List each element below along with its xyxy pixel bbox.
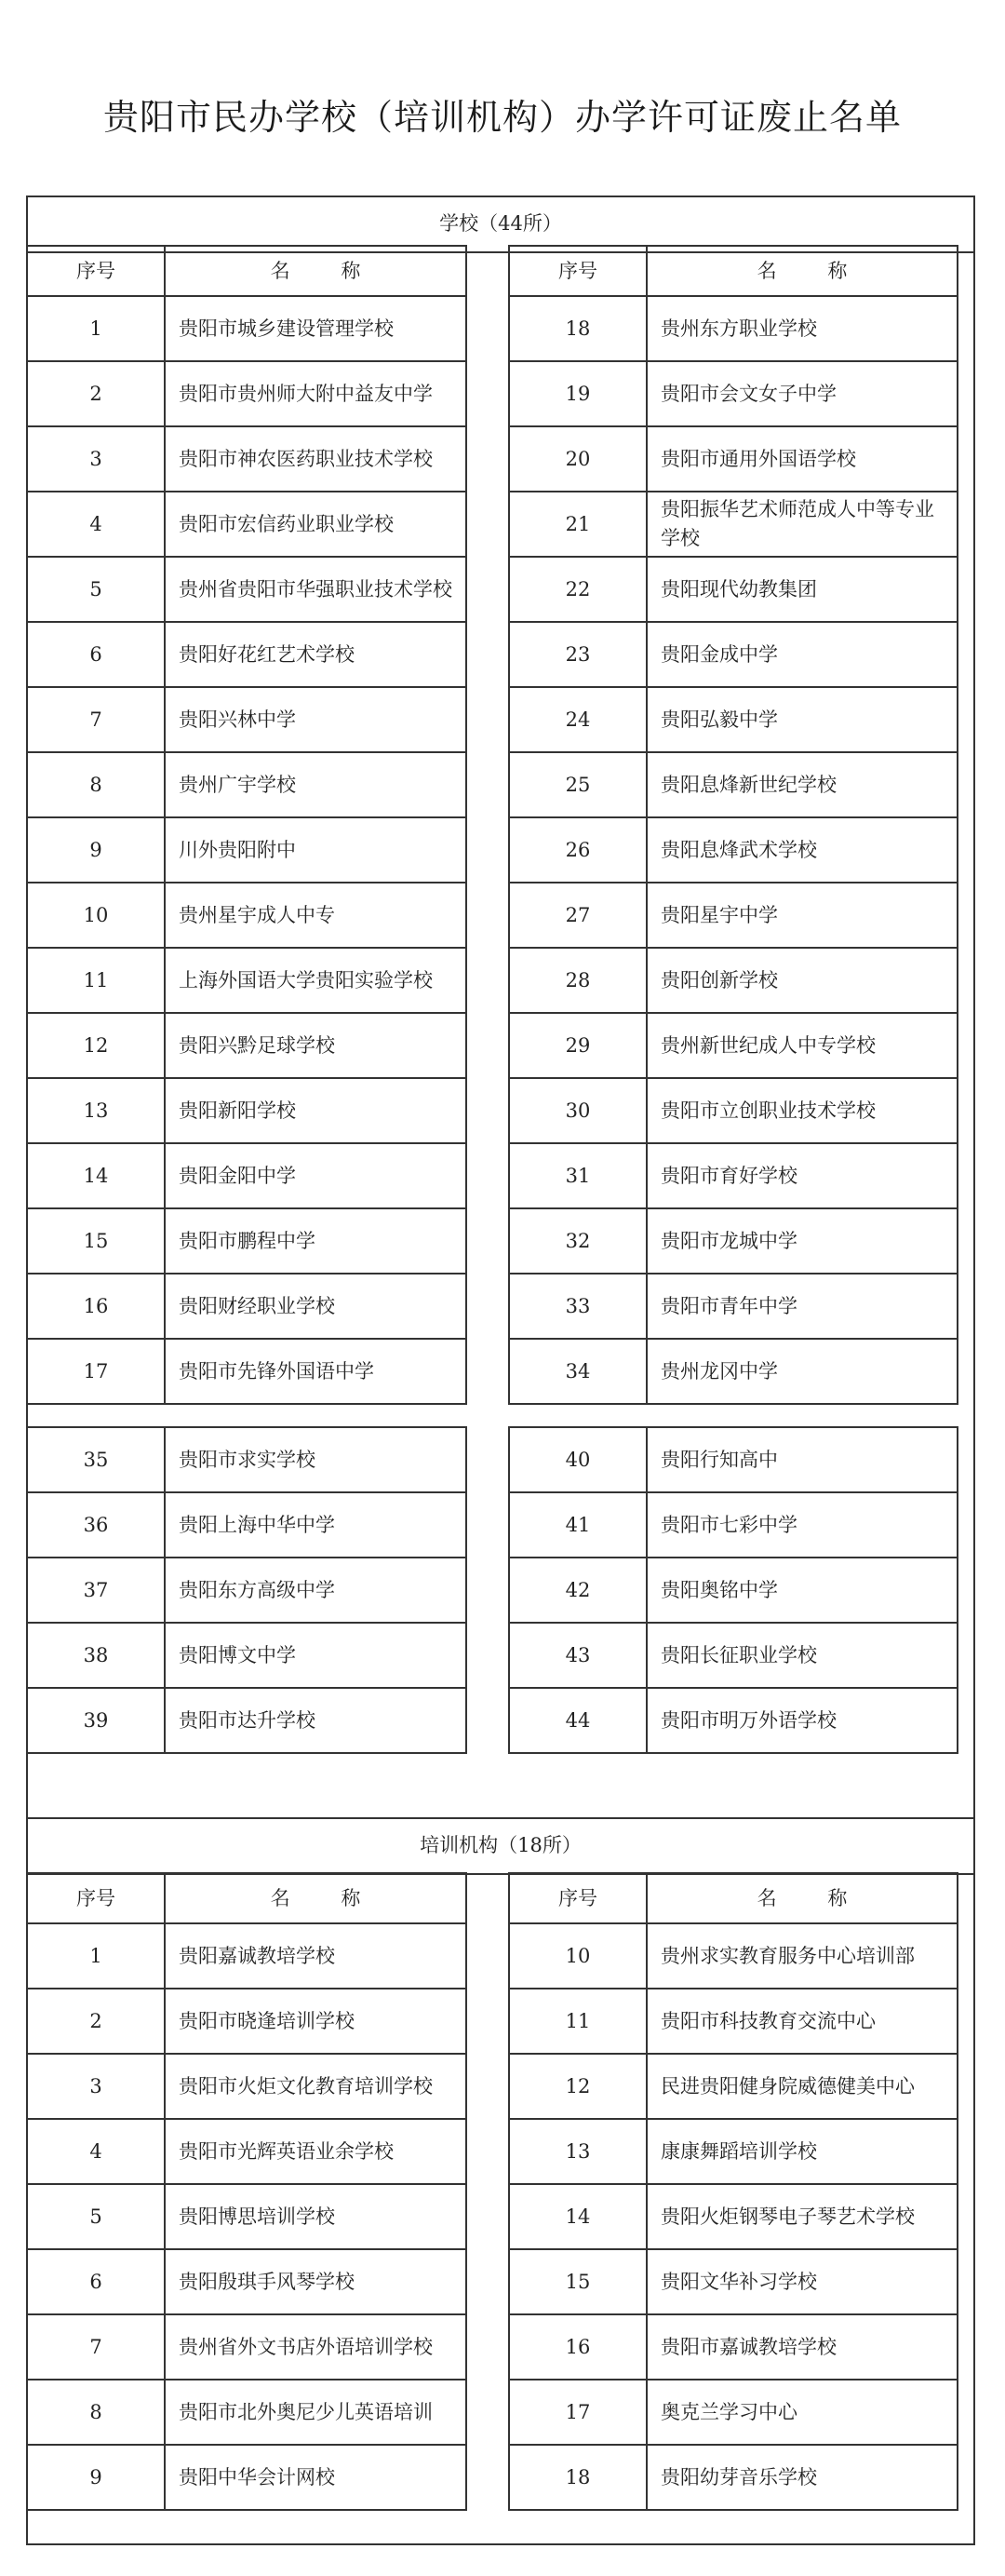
table-row xyxy=(509,1013,958,1078)
table-row xyxy=(509,1208,958,1274)
institution-name: 贵阳市青年中学 xyxy=(647,1274,958,1339)
row-number: 20 xyxy=(509,426,647,492)
institution-name: 贵阳市会文女子中学 xyxy=(647,361,958,426)
table-row xyxy=(509,1492,958,1558)
row-number: 3 xyxy=(27,426,165,492)
row-number: 34 xyxy=(509,1339,647,1404)
row-number: 9 xyxy=(27,2445,165,2510)
roster-table xyxy=(26,245,467,1405)
row-number: 10 xyxy=(27,883,165,948)
row-number: 5 xyxy=(27,2184,165,2249)
institution-name: 贵阳殷琪手风琴学校 xyxy=(165,2249,466,2314)
column-header-name: 名 称 xyxy=(647,246,958,296)
column-header-name: 名 称 xyxy=(165,1873,466,1923)
institution-name: 贵阳博思培训学校 xyxy=(165,2184,466,2249)
table-row xyxy=(509,1923,958,1989)
institution-name: 民进贵阳健身院威德健美中心 xyxy=(647,2054,958,2119)
row-number: 11 xyxy=(509,1989,647,2054)
institution-name: 贵阳嘉诚教培学校 xyxy=(165,1923,466,1989)
roster-table xyxy=(508,1872,958,2511)
row-number: 37 xyxy=(27,1558,165,1623)
row-number: 43 xyxy=(509,1623,647,1688)
institution-name: 贵阳文华补习学校 xyxy=(647,2249,958,2314)
table-row xyxy=(27,1989,466,2054)
institution-name: 贵州龙冈中学 xyxy=(647,1339,958,1404)
row-number: 44 xyxy=(509,1688,647,1753)
institution-name: 贵阳市立创职业技术学校 xyxy=(647,1078,958,1143)
institution-name: 上海外国语大学贵阳实验学校 xyxy=(165,948,466,1013)
row-number: 38 xyxy=(27,1623,165,1688)
row-number: 16 xyxy=(27,1274,165,1339)
row-number: 3 xyxy=(27,2054,165,2119)
institution-name: 贵阳上海中华中学 xyxy=(165,1492,466,1558)
table-row xyxy=(509,426,958,492)
table-row xyxy=(509,2184,958,2249)
institution-name: 贵阳兴林中学 xyxy=(165,687,466,752)
table-header-row xyxy=(509,246,958,296)
row-number: 19 xyxy=(509,361,647,426)
row-number: 12 xyxy=(509,2054,647,2119)
row-number: 4 xyxy=(27,492,165,557)
roster-table xyxy=(508,1426,958,1754)
row-number: 10 xyxy=(509,1923,647,1989)
institution-name: 贵阳中华会计网校 xyxy=(165,2445,466,2510)
institution-name: 贵阳星宇中学 xyxy=(647,883,958,948)
table-row xyxy=(509,1623,958,1688)
table-row xyxy=(509,883,958,948)
table-row xyxy=(509,1989,958,2054)
row-number: 12 xyxy=(27,1013,165,1078)
row-number: 8 xyxy=(27,752,165,817)
row-number: 21 xyxy=(509,492,647,557)
row-number: 42 xyxy=(509,1558,647,1623)
row-number: 17 xyxy=(509,2380,647,2445)
row-number: 5 xyxy=(27,557,165,622)
institution-name: 贵阳市宏信药业职业学校 xyxy=(165,492,466,557)
row-number: 4 xyxy=(27,2119,165,2184)
table-row xyxy=(27,426,466,492)
row-number: 31 xyxy=(509,1143,647,1208)
column-header-name: 名 称 xyxy=(647,1873,958,1923)
institution-name: 贵阳市科技教育交流中心 xyxy=(647,1989,958,2054)
institution-name: 贵阳市龙城中学 xyxy=(647,1208,958,1274)
row-number: 14 xyxy=(509,2184,647,2249)
institution-name: 贵阳市求实学校 xyxy=(165,1427,466,1492)
table-row xyxy=(509,1143,958,1208)
row-number: 22 xyxy=(509,557,647,622)
row-number: 7 xyxy=(27,687,165,752)
institution-name: 贵州东方职业学校 xyxy=(647,296,958,361)
table-row xyxy=(509,1688,958,1753)
institution-name: 贵阳好花红艺术学校 xyxy=(165,622,466,687)
table-row xyxy=(27,361,466,426)
table-row xyxy=(509,557,958,622)
institution-name: 康康舞蹈培训学校 xyxy=(647,2119,958,2184)
institution-name: 贵阳息烽武术学校 xyxy=(647,817,958,883)
table-row xyxy=(509,2314,958,2380)
row-number: 18 xyxy=(509,296,647,361)
institution-name: 贵阳博文中学 xyxy=(165,1623,466,1688)
row-number: 16 xyxy=(509,2314,647,2380)
row-number: 13 xyxy=(509,2119,647,2184)
row-number: 2 xyxy=(27,361,165,426)
table-row xyxy=(27,622,466,687)
institution-name: 贵阳创新学校 xyxy=(647,948,958,1013)
table-row xyxy=(27,2119,466,2184)
institution-name: 贵州求实教育服务中心培训部 xyxy=(647,1923,958,1989)
table-row xyxy=(509,1558,958,1623)
training-heading: 培训机构（18所） xyxy=(26,1817,975,1875)
row-number: 7 xyxy=(27,2314,165,2380)
table-row xyxy=(27,687,466,752)
table-row xyxy=(27,2184,466,2249)
institution-name: 贵阳奥铭中学 xyxy=(647,1558,958,1623)
institution-name: 贵州新世纪成人中专学校 xyxy=(647,1013,958,1078)
table-row xyxy=(27,2380,466,2445)
institution-name: 贵阳息烽新世纪学校 xyxy=(647,752,958,817)
institution-name: 贵阳东方高级中学 xyxy=(165,1558,466,1623)
institution-name: 贵阳长征职业学校 xyxy=(647,1623,958,1688)
institution-name: 贵阳市先锋外国语中学 xyxy=(165,1339,466,1404)
row-number: 17 xyxy=(27,1339,165,1404)
table-row xyxy=(27,752,466,817)
row-number: 18 xyxy=(509,2445,647,2510)
institution-name: 贵阳市晓逢培训学校 xyxy=(165,1989,466,2054)
table-row xyxy=(27,1427,466,1492)
table-row xyxy=(509,361,958,426)
table-row xyxy=(509,948,958,1013)
institution-name: 贵阳市贵州师大附中益友中学 xyxy=(165,361,466,426)
table-row xyxy=(509,752,958,817)
institution-name: 贵阳金成中学 xyxy=(647,622,958,687)
table-row xyxy=(509,1427,958,1492)
row-number: 30 xyxy=(509,1078,647,1143)
table-row xyxy=(27,2054,466,2119)
roster-table xyxy=(508,245,958,1405)
table-row xyxy=(509,2380,958,2445)
table-row xyxy=(509,296,958,361)
institution-name: 贵阳金阳中学 xyxy=(165,1143,466,1208)
institution-name: 贵阳市火炬文化教育培训学校 xyxy=(165,2054,466,2119)
table-row xyxy=(27,557,466,622)
table-row xyxy=(27,1558,466,1623)
table-row xyxy=(27,2249,466,2314)
table-row xyxy=(27,2314,466,2380)
column-header-number: 序号 xyxy=(27,1873,165,1923)
table-row xyxy=(27,1923,466,1989)
table-row xyxy=(27,1078,466,1143)
institution-name: 贵阳市育好学校 xyxy=(647,1143,958,1208)
institution-name: 川外贵阳附中 xyxy=(165,817,466,883)
column-header-number: 序号 xyxy=(27,246,165,296)
table-header-row xyxy=(509,1873,958,1923)
institution-name: 贵阳市鹏程中学 xyxy=(165,1208,466,1274)
table-row xyxy=(509,2445,958,2510)
institution-name: 贵州星宇成人中专 xyxy=(165,883,466,948)
table-row xyxy=(27,1492,466,1558)
row-number: 14 xyxy=(27,1143,165,1208)
table-row xyxy=(509,2249,958,2314)
row-number: 35 xyxy=(27,1427,165,1492)
table-header-row xyxy=(27,246,466,296)
institution-name: 奥克兰学习中心 xyxy=(647,2380,958,2445)
institution-name: 贵州省贵阳市华强职业技术学校 xyxy=(165,557,466,622)
table-row xyxy=(27,883,466,948)
institution-name: 贵阳市通用外国语学校 xyxy=(647,426,958,492)
institution-name: 贵州省外文书店外语培训学校 xyxy=(165,2314,466,2380)
institution-name: 贵阳市光辉英语业余学校 xyxy=(165,2119,466,2184)
row-number: 15 xyxy=(27,1208,165,1274)
institution-name: 贵阳市嘉诚教培学校 xyxy=(647,2314,958,2380)
column-header-number: 序号 xyxy=(509,246,647,296)
table-row xyxy=(509,687,958,752)
row-number: 6 xyxy=(27,622,165,687)
table-row xyxy=(27,1688,466,1753)
institution-name: 贵阳市城乡建设管理学校 xyxy=(165,296,466,361)
institution-name: 贵阳兴黔足球学校 xyxy=(165,1013,466,1078)
row-number: 1 xyxy=(27,1923,165,1989)
row-number: 40 xyxy=(509,1427,647,1492)
row-number: 33 xyxy=(509,1274,647,1339)
table-row xyxy=(27,2445,466,2510)
table-row xyxy=(509,1078,958,1143)
institution-name: 贵阳火炬钢琴电子琴艺术学校 xyxy=(647,2184,958,2249)
column-header-name: 名 称 xyxy=(165,246,466,296)
table-row xyxy=(27,948,466,1013)
institution-name: 贵阳现代幼教集团 xyxy=(647,557,958,622)
row-number: 36 xyxy=(27,1492,165,1558)
table-row xyxy=(27,1013,466,1078)
row-number: 6 xyxy=(27,2249,165,2314)
row-number: 27 xyxy=(509,883,647,948)
row-number: 9 xyxy=(27,817,165,883)
table-row xyxy=(509,1339,958,1404)
schools-heading: 学校（44所） xyxy=(26,196,975,253)
institution-name: 贵阳振华艺术师范成人中等专业学校 xyxy=(647,492,958,557)
table-row xyxy=(27,492,466,557)
institution-name: 贵阳弘毅中学 xyxy=(647,687,958,752)
table-row xyxy=(27,1339,466,1404)
table-row xyxy=(509,2119,958,2184)
row-number: 11 xyxy=(27,948,165,1013)
roster-table xyxy=(26,1426,467,1754)
institution-name: 贵阳市七彩中学 xyxy=(647,1492,958,1558)
institution-name: 贵阳市北外奥尼少儿英语培训 xyxy=(165,2380,466,2445)
row-number: 25 xyxy=(509,752,647,817)
table-header-row xyxy=(27,1873,466,1923)
institution-name: 贵阳行知高中 xyxy=(647,1427,958,1492)
table-row xyxy=(27,817,466,883)
row-number: 13 xyxy=(27,1078,165,1143)
institution-name: 贵阳新阳学校 xyxy=(165,1078,466,1143)
table-row xyxy=(27,1274,466,1339)
institution-name: 贵州广宇学校 xyxy=(165,752,466,817)
institution-name: 贵阳市神农医药职业技术学校 xyxy=(165,426,466,492)
row-number: 28 xyxy=(509,948,647,1013)
table-row xyxy=(27,296,466,361)
row-number: 41 xyxy=(509,1492,647,1558)
table-row xyxy=(27,1623,466,1688)
row-number: 32 xyxy=(509,1208,647,1274)
table-row xyxy=(509,2054,958,2119)
row-number: 29 xyxy=(509,1013,647,1078)
row-number: 15 xyxy=(509,2249,647,2314)
institution-name: 贵阳幼芽音乐学校 xyxy=(647,2445,958,2510)
row-number: 39 xyxy=(27,1688,165,1753)
table-row xyxy=(27,1208,466,1274)
column-header-number: 序号 xyxy=(509,1873,647,1923)
row-number: 1 xyxy=(27,296,165,361)
row-number: 2 xyxy=(27,1989,165,2054)
table-row xyxy=(509,1274,958,1339)
row-number: 23 xyxy=(509,622,647,687)
row-number: 26 xyxy=(509,817,647,883)
table-row xyxy=(509,622,958,687)
row-number: 24 xyxy=(509,687,647,752)
roster-table xyxy=(26,1872,467,2511)
table-row xyxy=(27,1143,466,1208)
institution-name: 贵阳市明万外语学校 xyxy=(647,1688,958,1753)
table-row xyxy=(509,817,958,883)
row-number: 8 xyxy=(27,2380,165,2445)
table-row xyxy=(509,492,958,557)
institution-name: 贵阳财经职业学校 xyxy=(165,1274,466,1339)
page-title: 贵阳市民办学校（培训机构）办学许可证废止名单 xyxy=(102,97,902,138)
institution-name: 贵阳市达升学校 xyxy=(165,1688,466,1753)
